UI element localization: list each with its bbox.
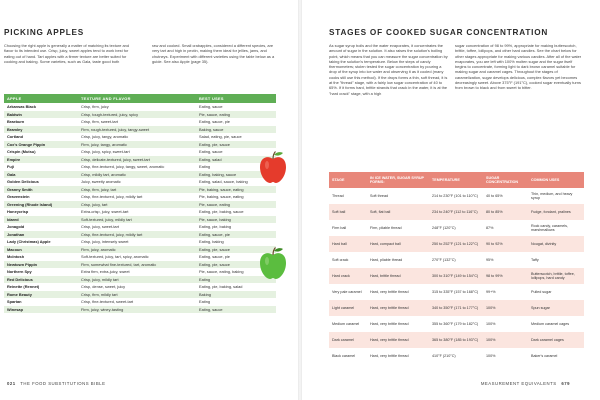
- temperature-cell: 270°F (132°C): [429, 252, 483, 268]
- texture-flavor-cell: Crisp, delicate-textured, juicy, sweet-tart: [78, 156, 196, 164]
- stage-cell: Black caramel: [329, 348, 367, 364]
- best-uses-cell: Eating: [196, 276, 276, 284]
- right-page: [302, 0, 600, 400]
- apple-name-cell: Arkansas Black: [4, 103, 78, 111]
- apples-table: [4, 94, 276, 313]
- apple-name-cell: Empire: [4, 156, 78, 164]
- temperature-cell: 300 to 310°F (149 to 154°C): [429, 268, 483, 284]
- apple-name-cell: Gala: [4, 171, 78, 179]
- page-title-picking-apples: PICKING APPLES: [4, 28, 85, 37]
- header-best-uses: BEST USES: [196, 94, 276, 103]
- header-stage: STAGE: [329, 172, 367, 188]
- concentration-cell: 80 to 85%: [483, 204, 528, 220]
- texture-flavor-cell: Crisp, fine-textured, juicy, tangy, sweet, aromatic: [78, 163, 196, 171]
- best-uses-cell: Eating, sauce: [196, 306, 276, 314]
- best-uses-cell: Eating, sauce, pie: [196, 118, 276, 126]
- ice-water-cell: Hard, very brittle thread: [367, 316, 429, 332]
- texture-flavor-cell: Crisp, juicy, spicy, sweet-tart: [78, 148, 196, 156]
- left-page: [0, 0, 298, 400]
- table-row: [329, 300, 584, 316]
- apple-name-cell: Winesap: [4, 306, 78, 314]
- common-uses-cell: Medium caramel cages: [528, 316, 584, 332]
- common-uses-cell: Baker's caramel: [528, 348, 584, 364]
- temperature-cell: 315 to 335°F (157 to 168°C): [429, 284, 483, 300]
- apple-name-cell: McIntosh: [4, 253, 78, 261]
- stage-cell: Dark caramel: [329, 332, 367, 348]
- apple-name-cell: Spartan: [4, 298, 78, 306]
- table-row: [4, 103, 276, 111]
- table-row: [329, 348, 584, 364]
- apple-name-cell: Crispin (Mutsu): [4, 148, 78, 156]
- table-row: [329, 204, 584, 220]
- table-header-row: [4, 94, 276, 103]
- table-row: [4, 126, 276, 134]
- concentration-cell: 100%: [483, 332, 528, 348]
- table-header-row: [329, 172, 584, 188]
- best-uses-cell: Eating, pie, baking, salad: [196, 283, 276, 291]
- table-row: [4, 156, 276, 164]
- table-row: [4, 283, 276, 291]
- temperature-cell: 248°F (120°C): [429, 220, 483, 236]
- concentration-cell: 99+%: [483, 284, 528, 300]
- table-row: [4, 268, 276, 276]
- table-row: [4, 298, 276, 306]
- concentration-cell: 100%: [483, 348, 528, 364]
- left-page-footer: [4, 381, 105, 386]
- texture-flavor-cell: Soft-textured, juicy, tart, spicy, aromatic: [78, 253, 196, 261]
- table-row: [4, 306, 276, 314]
- best-uses-cell: Eating: [196, 163, 276, 171]
- apples-table-body: [4, 103, 276, 313]
- table-row: [329, 316, 584, 332]
- header-texture-flavor: TEXTURE AND FLAVOR: [78, 94, 196, 103]
- texture-flavor-cell: Crisp, firm, juicy: [78, 103, 196, 111]
- table-row: [329, 188, 584, 204]
- best-uses-cell: Eating, sauce: [196, 103, 276, 111]
- concentration-cell: 100%: [483, 300, 528, 316]
- table-row: [4, 208, 276, 216]
- texture-flavor-cell: Crisp, juicy, tart: [78, 201, 196, 209]
- apple-name-cell: Newtown Pippin: [4, 261, 78, 269]
- table-row: [4, 111, 276, 119]
- table-row: [4, 291, 276, 299]
- table-row: [4, 231, 276, 239]
- table-row: [4, 193, 276, 201]
- header-ice-water: IN ICE WATER, SUGAR SYRUP FORMS:: [367, 172, 429, 188]
- best-uses-cell: Eating, baking: [196, 238, 276, 246]
- ice-water-cell: Soft, flat ball: [367, 204, 429, 220]
- ice-water-cell: Hard, compact ball: [367, 236, 429, 252]
- ice-water-cell: Hard, very brittle thread: [367, 348, 429, 364]
- table-row: [4, 216, 276, 224]
- header-concentration: SUGAR CONCENTRATION: [483, 172, 528, 188]
- best-uses-cell: Pie, sauce, eating: [196, 111, 276, 119]
- texture-flavor-cell: Crisp, dense, sweet, juicy: [78, 283, 196, 291]
- sugar-stages-table: [329, 172, 584, 364]
- ice-water-cell: Hard, pliable thread: [367, 252, 429, 268]
- concentration-cell: 90 to 92%: [483, 236, 528, 252]
- apple-name-cell: Macoun: [4, 246, 78, 254]
- concentration-cell: 98 to 99%: [483, 268, 528, 284]
- common-uses-cell: Thin, medium, and heavy syrup: [528, 188, 584, 204]
- page-title-cooked-sugar: STAGES OF COOKED SUGAR CONCENTRATION: [329, 28, 549, 37]
- red-apple-icon: [258, 150, 288, 184]
- ice-water-cell: Soft thread: [367, 188, 429, 204]
- table-row: [4, 133, 276, 141]
- apple-name-cell: Bramley: [4, 126, 78, 134]
- best-uses-cell: Eating, baking, sauce: [196, 171, 276, 179]
- apple-name-cell: Rome Beauty: [4, 291, 78, 299]
- concentration-cell: 87%: [483, 220, 528, 236]
- section-title: MEASUREMENT EQUIVALENTS: [480, 381, 557, 386]
- best-uses-cell: Eating, pie, baking, sauce: [196, 208, 276, 216]
- table-row: [329, 284, 584, 300]
- apple-name-cell: Cortland: [4, 133, 78, 141]
- temperature-cell: 340 to 350°F (171 to 177°C): [429, 300, 483, 316]
- apple-name-cell: Lady (Christmas) Apple: [4, 238, 78, 246]
- table-row: [4, 171, 276, 179]
- table-row: [329, 252, 584, 268]
- left-page-number: 021: [7, 381, 16, 386]
- common-uses-cell: Butterscotch, brittle, toffee, lollipops, hard candy: [528, 268, 584, 284]
- best-uses-cell: Pie, baking, sauce, eating: [196, 186, 276, 194]
- texture-flavor-cell: Firm, juicy, winey-tasting: [78, 306, 196, 314]
- texture-flavor-cell: Crisp, firm, mildly tart: [78, 291, 196, 299]
- temperature-cell: 234 to 240°F (112 to 116°C): [429, 204, 483, 220]
- table-row: [4, 201, 276, 209]
- apple-name-cell: Northern Spy: [4, 268, 78, 276]
- texture-flavor-cell: Extra-crisp, juicy, sweet-tart: [78, 208, 196, 216]
- stage-cell: Light caramel: [329, 300, 367, 316]
- best-uses-cell: Eating, sauce: [196, 148, 276, 156]
- apple-name-cell: Braeburn: [4, 118, 78, 126]
- sugar-intro-col1: As sugar syrup boils and the water evaporates, it concentrates the amount of sugar in the solution. It also raises the solution's boiling point, which means that you can measure the sugar concentration by taking the solution's temperature. Below the steps of candy thermometers; stolen tested the sugar concentration by pouring a drop of the syrup into ice water and observing it as it cooled (many cooks still use this method). If the drops forms a thin, soft thread, it is at the "thread" stage, with a fairly low sugar concentration of 40 to 65%. If it forms hard, brittle strands that crack in the water, it is at the "hard crack" stage, with a high: [329, 43, 448, 96]
- best-uses-cell: Eating: [196, 298, 276, 306]
- texture-flavor-cell: Soft-textured, juicy, mildly tart: [78, 216, 196, 224]
- header-common-uses: COMMON USES: [528, 172, 584, 188]
- table-row: [4, 141, 276, 149]
- texture-flavor-cell: Crisp, juicy, sweet-tart: [78, 223, 196, 231]
- texture-flavor-cell: Crisp, mildly tart, aromatic: [78, 171, 196, 179]
- table-row: [4, 148, 276, 156]
- stage-cell: Medium caramel: [329, 316, 367, 332]
- intro-paragraph-col2: raw and cooked. Small crabapples, considered a different species, are very tart and high in pectin, making them ideal for jellies, jams, and chutneys. Experiment with different varieties using the table below as a guide. See also Apple (page 35).: [152, 43, 275, 64]
- texture-flavor-cell: Firm, juicy, tangy, aromatic: [78, 141, 196, 149]
- best-uses-cell: Baking: [196, 291, 276, 299]
- stage-cell: Soft crack: [329, 252, 367, 268]
- best-uses-cell: Eating, pie, baking: [196, 223, 276, 231]
- apple-name-cell: Fuji: [4, 163, 78, 171]
- concentration-cell: 40 to 65%: [483, 188, 528, 204]
- texture-flavor-cell: Juicy, sweetly aromatic: [78, 178, 196, 186]
- best-uses-cell: Eating, pie, sauce: [196, 261, 276, 269]
- temperature-cell: 214 to 230°F (101 to 110°C): [429, 188, 483, 204]
- table-row: [4, 223, 276, 231]
- ice-water-cell: Firm, pliable thread: [367, 220, 429, 236]
- table-row: [4, 253, 276, 261]
- table-row: [329, 332, 584, 348]
- common-uses-cell: Pulled sugar: [528, 284, 584, 300]
- apple-name-cell: Jonathan: [4, 231, 78, 239]
- sugar-intro-col2: sugar concentration of 98 to 99%, appropriate for making butterscotch, brittle, toffee, lollipops, and other hard candies. See the chart below for other stages appropriate for making various candies. After all of the water evaporates, you are left with 100% molten sugar and the sugar itself begins to concentrate, forming light to dark brown caramel suitable for making sugar and caramel cages. Throughout the stages of caramelization, sugar develops delicious, complex flavors yet becomes decreasingly sweet. Above 375°F (191°C), cooked sugar eventually turns from brown to black and from sweet to bitter.: [455, 43, 582, 91]
- table-row: [329, 236, 584, 252]
- common-uses-cell: Spun sugar: [528, 300, 584, 316]
- apple-name-cell: Jonagold: [4, 223, 78, 231]
- texture-flavor-cell: Extra firm, extra-juicy, sweet: [78, 268, 196, 276]
- apple-name-cell: Baldwin: [4, 111, 78, 119]
- stage-cell: Hard crack: [329, 268, 367, 284]
- best-uses-cell: Pie, sauce, eating: [196, 201, 276, 209]
- temperature-cell: 355 to 360°F (179 to 182°C): [429, 316, 483, 332]
- common-uses-cell: Fudge, fondant, pralines: [528, 204, 584, 220]
- stage-cell: Soft ball: [329, 204, 367, 220]
- best-uses-cell: Baking, sauce: [196, 126, 276, 134]
- concentration-cell: 95%: [483, 252, 528, 268]
- apple-name-cell: Greening (Rhode Island): [4, 201, 78, 209]
- right-page-footer: [481, 381, 573, 386]
- texture-flavor-cell: Crisp, juicy, intensely sweet: [78, 238, 196, 246]
- table-row: [4, 238, 276, 246]
- texture-flavor-cell: Crisp, fine-textured, juicy, mildly tart: [78, 193, 196, 201]
- texture-flavor-cell: Crisp, juicy, tangy, aromatic: [78, 133, 196, 141]
- best-uses-cell: Eating, sauce, pie: [196, 253, 276, 261]
- texture-flavor-cell: Crisp, juicy, mildly tart: [78, 276, 196, 284]
- best-uses-cell: Pie, sauce, baking: [196, 216, 276, 224]
- common-uses-cell: Nougat, divinity: [528, 236, 584, 252]
- stage-cell: Very pale caramel: [329, 284, 367, 300]
- common-uses-cell: Dark caramel cages: [528, 332, 584, 348]
- apple-name-cell: Cox's Orange Pippin: [4, 141, 78, 149]
- green-apple-icon: [258, 246, 288, 280]
- apple-name-cell: Gravenstein: [4, 193, 78, 201]
- temperature-cell: 365 to 380°F (185 to 193°C): [429, 332, 483, 348]
- texture-flavor-cell: Crisp, firm, juicy, tart: [78, 186, 196, 194]
- ice-water-cell: Hard, very brittle thread: [367, 300, 429, 316]
- best-uses-cell: Eating, pie, sauce: [196, 246, 276, 254]
- best-uses-cell: Eating, salad: [196, 156, 276, 164]
- texture-flavor-cell: Firm, rough-textured, juicy, tangy-sweet: [78, 126, 196, 134]
- best-uses-cell: Eating, pie, sauce: [196, 141, 276, 149]
- book-title: THE FOOD SUBSTITUTIONS BIBLE: [20, 381, 106, 386]
- table-row: [4, 276, 276, 284]
- texture-flavor-cell: Crisp, fine-textured, sweet-tart: [78, 298, 196, 306]
- table-row: [4, 178, 276, 186]
- best-uses-cell: Eating, salad, sauce, baking: [196, 178, 276, 186]
- best-uses-cell: Eating, sauce, pie: [196, 231, 276, 239]
- temperature-cell: 410°F (210°C): [429, 348, 483, 364]
- table-row: [329, 268, 584, 284]
- intro-paragraph-col1: Choosing the right apple is generally a matter of matching its texture and flavor to its intended use. Crisp, juicy, sweet apples tend to work best for eating out of hand. Tart apples with a firmer texture are better suited for cooking and baking. Some varieties, such as Gala, taste good both: [4, 43, 130, 64]
- apple-name-cell: Granny Smith: [4, 186, 78, 194]
- stage-cell: Thread: [329, 188, 367, 204]
- stage-cell: Hard ball: [329, 236, 367, 252]
- table-row: [4, 246, 276, 254]
- table-row: [4, 163, 276, 171]
- texture-flavor-cell: Crisp, fine-textured, juicy, mildly tart: [78, 231, 196, 239]
- temperature-cell: 250 to 252°F (121 to 122°C): [429, 236, 483, 252]
- sugar-table-body: [329, 188, 584, 364]
- best-uses-cell: Salad, eating, pie, sauce: [196, 133, 276, 141]
- best-uses-cell: Pie, baking, sauce, eating: [196, 193, 276, 201]
- right-page-number: 679: [561, 381, 570, 386]
- apple-name-cell: Idared: [4, 216, 78, 224]
- texture-flavor-cell: Firm, somewhat fine-textured, tart, aromatic: [78, 261, 196, 269]
- ice-water-cell: Hard, very brittle thread: [367, 284, 429, 300]
- apple-name-cell: Red Delicious: [4, 276, 78, 284]
- stage-cell: Firm ball: [329, 220, 367, 236]
- ice-water-cell: Hard, brittle thread: [367, 268, 429, 284]
- header-temperature: TEMPERATURE: [429, 172, 483, 188]
- table-row: [4, 118, 276, 126]
- table-row: [4, 186, 276, 194]
- ice-water-cell: Hard, very brittle thread: [367, 332, 429, 348]
- concentration-cell: 100%: [483, 316, 528, 332]
- table-row: [4, 261, 276, 269]
- texture-flavor-cell: Firm, juicy, aromatic: [78, 246, 196, 254]
- best-uses-cell: Pie, sauce, eating, baking: [196, 268, 276, 276]
- texture-flavor-cell: Crisp, tough-textured, juicy, spicy: [78, 111, 196, 119]
- apple-name-cell: Golden Delicious: [4, 178, 78, 186]
- table-row: [329, 220, 584, 236]
- apple-name-cell: Honeycrisp: [4, 208, 78, 216]
- apple-name-cell: Reinette (Rennet): [4, 283, 78, 291]
- common-uses-cell: Rock candy, caramels, marshmallows: [528, 220, 584, 236]
- texture-flavor-cell: Crisp, firm, sweet-tart: [78, 118, 196, 126]
- common-uses-cell: Taffy: [528, 252, 584, 268]
- header-apple: APPLE: [4, 94, 78, 103]
